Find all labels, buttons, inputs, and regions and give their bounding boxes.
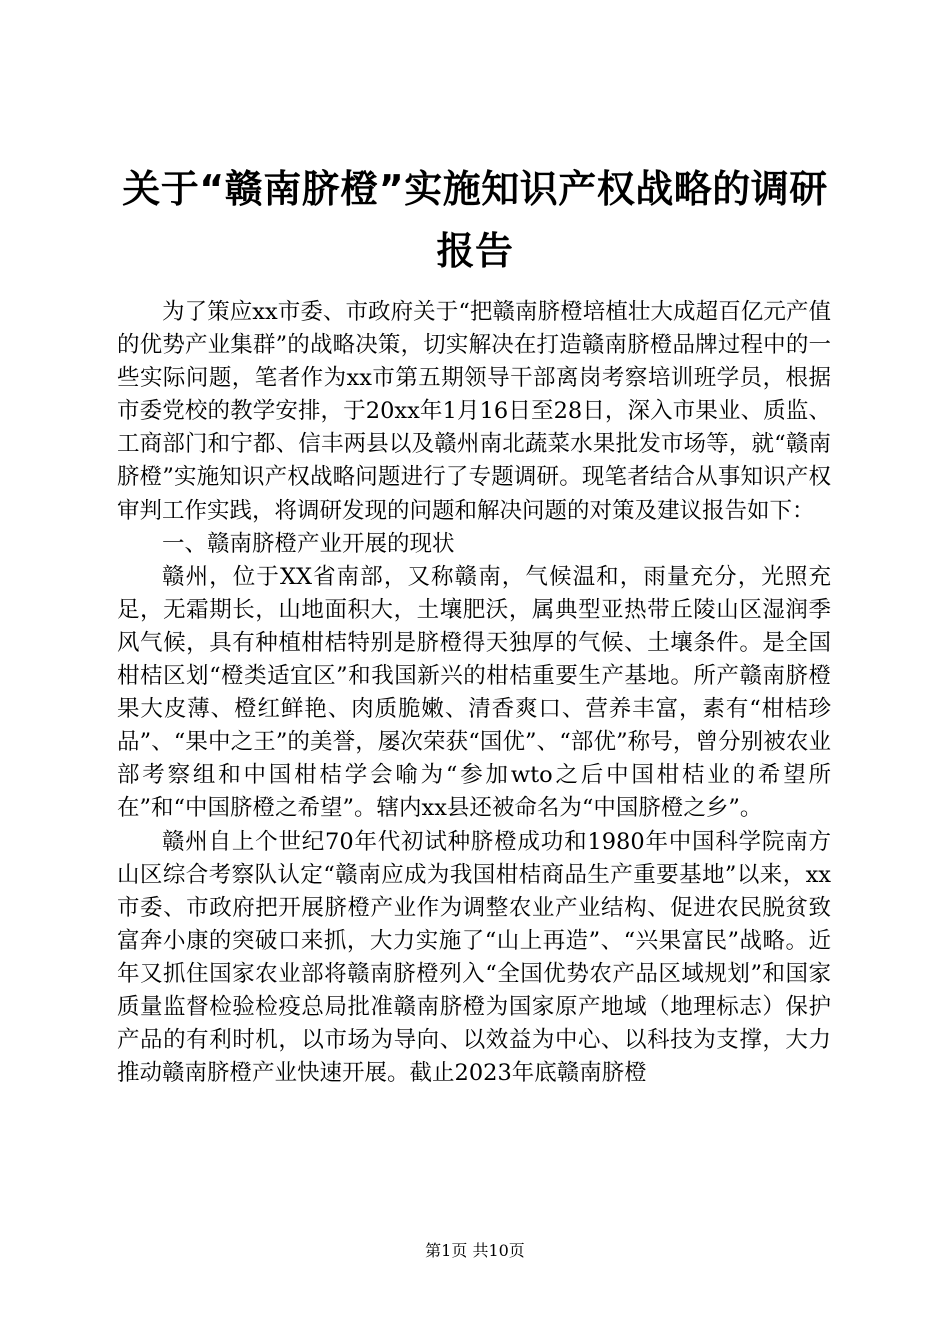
paragraph-intro: 为了策应xx市委、市政府关于“把赣南脐橙培植壮大成超百亿元产值的优势产业集群”的战略决策，切实解决在打造赣南脐橙品牌过程中的一些实际问题，笔者作为xx市第五期领导干部离岗考察培训班学员，根据市委党校的教学安排，于20xx年1月16日至28日，深入市果业、质监、工商部门和宁都、信丰两县以及赣州南北蔬菜水果批发市场等，就“赣南脐橙”实施知识产权战略问题进行了专题调研。现笔者结合从事知识产权审判工作实践，将调研发现的问题和解决问题的对策及建议报告如下： [117, 299, 831, 524]
paragraph-history: 赣州自上个世纪70年代初试种脐橙成功和1980年中国科学院南方山区综合考察队认定“赣南应成为我国柑桔商品生产重要基地”以来，xx市委、市政府把开展脐橙产业作为调整农业产业结构、促进农民脱贫致富奔小康的突破口来抓，大力实施了“山上再造”、“兴果富民”战略。近年又抓住国家农业部将赣南脐橙列入“全国优势农产品区域规划”和国家质量监督检验检疫总局批准赣南脐橙为国家原产地域（地理标志）保护产品的有利时机，以市场为导向、以效益为中心、以科技为支撑，大力推动赣南脐橙产业快速开展。截止2023年底赣南脐橙 [117, 828, 831, 1087]
page-footer: 第1页 共10页 [425, 1241, 525, 1260]
section-heading: 一、赣南脐橙产业开展的现状 [162, 530, 455, 557]
document-body [117, 296, 831, 1090]
document-title: 关于“赣南脐橙”实施知识产权战略的调研报告 [122, 167, 828, 273]
paragraph-overview: 赣州，位于XX省南部，又称赣南，气候温和，雨量充分，光照充足，无霜期长，山地面积大，土壤肥沃，属典型亚热带丘陵山区湿润季风气候，具有种植柑桔特别是脐橙得天独厚的气候、土壤条件。是全国柑桔区划“橙类适宜区”和我国新兴的柑桔重要生产基地。所产赣南脐橙果大皮薄、橙红鲜艳、肉质脆嫩、清香爽口、营养丰富，素有“柑桔珍品”、“果中之王”的美誉，屡次荣获“国优”、“部优”称号，曾分别被农业部考察组和中国柑桔学会喻为“参加wto之后中国柑桔业的希望所在”和“中国脐橙之希望”。辖内xx县还被命名为“中国脐橙之乡”。 [117, 563, 831, 822]
